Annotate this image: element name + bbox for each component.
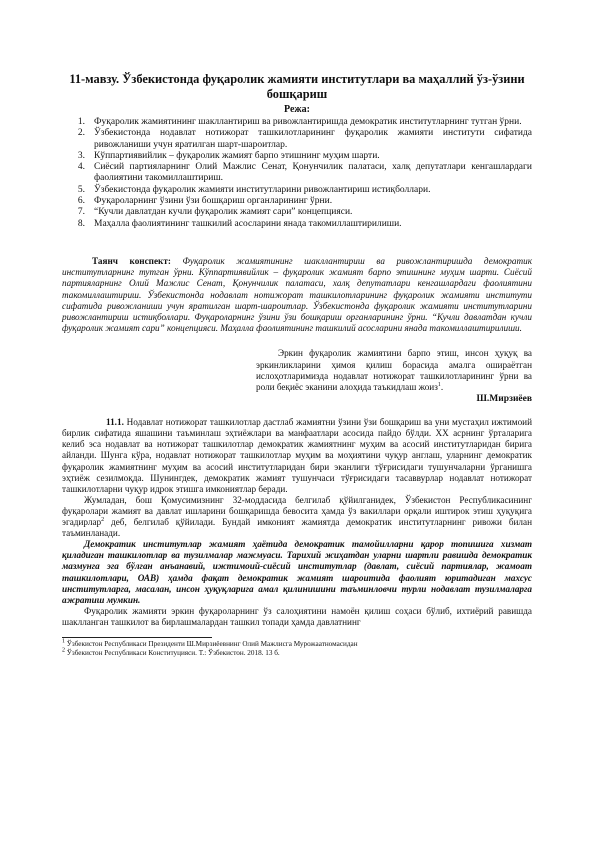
plan-item — [62, 128, 532, 151]
plan-item — [62, 117, 532, 128]
plan-item-number: 6. — [77, 196, 85, 207]
plan-item — [62, 162, 532, 185]
plan-item-text: Фуқароларнинг ўзини ўзи бошқариш органларининг ўрни. — [94, 196, 333, 207]
key-summary — [62, 256, 532, 334]
plan-item-number: 2. — [77, 128, 85, 139]
plan-heading: Режа: — [284, 104, 310, 115]
plan-item-number: 3. — [77, 150, 85, 161]
plan-item — [62, 207, 532, 218]
footnote-number: 1 — [62, 638, 65, 645]
key-summary-text: Фуқаролик жамиятининг шакллантириш ва ривожлантиришда демократик институтларнинг тутган ўрни. Кўппартиявийлик – фуқаролик жамият барпо этишнинг муҳим шарти. Сиёсий партияларнинг Олий Мажлис Сенат, Қонунчилик палатаси, халқ депутатлари кенгашлардаги фаолиятини такомиллаштириш. Ўзбекистонда нодавлат нотижорат ташкилотларининг фуқаролик жамияти институти сифатида ривожланиши учун яратилган шарт-шароитлар. Ўзбекистонда фуқаролик жамияти институтларини ривожлантириш истиқболлари. Фуқароларнинг ўзини ўзи бошқариш органларининг ўрни. “Кучли давлатдан кучли фуқаролик жамият сари” концепцияси. Маҳалла фаолиятининг ташкилий асосларини янада такомиллаштирилиши. — [62, 255, 532, 334]
body-paragraph — [62, 417, 532, 495]
paragraph-text: Жумладан, бош Қомусимизнинг 32-моддасида белгилаб қўйилганидек, Ўзбекистон Республикасининг фуқаролари жамият ва давлат ишларини бошқаришда бевосита ҳамда ўз вакиллари орқали иштирок этиш ҳуқуқига эгадирлар — [62, 494, 532, 528]
plan-item — [62, 151, 532, 162]
plan-item-number: 1. — [77, 117, 85, 127]
plan-item-text: Ўзбекистонда фуқаролик жамияти институтларини ривожлантириш истиқболлари. — [94, 184, 431, 195]
section-number: 11.1. — [106, 417, 124, 428]
page-title: 11-мавзу. Ўзбекистонда фуқаролик жамияти институтлари ва маҳаллий ўз-ўзини бошқариш — [69, 72, 525, 101]
epigraph-author: Ш.Мирзиёев — [476, 394, 532, 405]
plan-item-text: “Кучли давлатдан кучли фуқаролик жамият сари” концепцияси. — [94, 207, 353, 218]
footnote-ref: 2 — [101, 516, 105, 523]
paragraph-text: Нодавлат нотижорат ташкилотлар дастлаб жамиятни ўзини ўзи бошқариш ва уни мустаҳил ижтимоий бирлик сифатида яшашини таъминлаш эҳтиёжлари ва манфаатлари асосида пайдо бўлди. XX асрнинг ўрталарига келиб эса нодавлат ва нотижорат ташкилотлар демократик жамиятнинг муҳим ва асосий институтларидан бирига айланди. Шунга кўра, нодавлат нотижорат ташкилотлар муҳим ва моҳиятини чуқур англаш, уларнинг демократик фуқаролик жамиятнинг муҳим ва асосий институтларидан бири эканлиги тўғрисидаги тушунчаларни ўрганишга эҳтиёж сезилмоқда. Шунингдек, демократик жамият тушунчаси тўғрисидаги тасаввурлар нодавлат нотижорат ташкилотларни чуқур идрок этишга имкониятлар беради. — [62, 417, 532, 494]
plan-item — [62, 196, 532, 207]
body-paragraph: Фуқаролик жамияти эркин фуқароларнинг ўз салоҳиятини намоён қилиш соҳаси бўлиб, ихтиёрий равишда шаклланган ташкилот ва бирлашмалардан ташкил топади ҳамда давлатнинг — [62, 605, 532, 627]
footnote-text: Ўзбекистон Республикаси Конституцияси. Т.: Ўзбекистон. 2018. 13 б. — [66, 649, 280, 658]
body-paragraph — [62, 495, 532, 539]
plan-item-number: 7. — [77, 207, 85, 218]
footnote — [62, 649, 532, 659]
plan-item-text: Ўзбекистонда нодавлат нотижорат ташкилотларининг фуқаролик жамияти институти сифатида ривожланиши учун яратилган шарт-шароитлар. — [94, 128, 532, 150]
key-summary-label: Таянч конспект: — [92, 255, 171, 266]
plan-item-number: 4. — [77, 162, 85, 173]
plan-item-text: Фуқаролик жамиятининг шакллантириш ва ривожлантиришда демократик институтларнинг тутган ўрни. — [94, 117, 522, 127]
plan-list — [62, 117, 532, 230]
footnote-divider — [62, 637, 212, 638]
plan-item — [62, 219, 532, 230]
epigraph-text: Эркин фуқаролик жамиятини барпо этиш, инсон ҳуқуқ ва эркинликларини ҳимоя қилиш борасида амалга ошираётган ислоҳотларимизда нодавлат нотижорат ташкилотларининг ўрни ва роли беқиёс эканини алоҳида таъкидлаш жоиз — [256, 348, 532, 392]
footnote-number: 2 — [62, 648, 65, 655]
plan-item-text: Кўппартиявийлик – фуқаролик жамият барпо этишнинг муҳим шарти. — [94, 150, 380, 161]
footnote-text: Ўзбекистон Республикаси Президенти Ш.Мирзиёевнинг Олий Мажлисга Мурожаатномасидан — [66, 639, 358, 648]
epigraph — [256, 348, 532, 393]
plan-item-number: 8. — [77, 218, 85, 229]
plan-item — [62, 185, 532, 196]
footnote-ref: 1 — [437, 381, 441, 388]
paragraph-text: деб, белгилаб қўйилади. Бундай имконият жамиятда демократик институтларнинг ривожи билан таъминланади. — [62, 517, 532, 539]
plan-item-text: Сиёсий партияларнинг Олий Мажлис Сенат, Қонунчилик палатаси, халқ депутатлари кенгашлардаги фаолиятини такомиллаштириш. — [94, 162, 532, 184]
plan-item-text: Маҳалла фаолиятининг ташкилий асосларини янада такомиллаштирилиши. — [94, 218, 402, 229]
epigraph-tail: . — [440, 382, 444, 392]
plan-item-number: 5. — [77, 184, 85, 195]
body-paragraph-emphasis: Демократик институтлар жамият ҳаётида демократик тамойилларни қарор топишига хизмат қиладиган ташкилотлар ва тузилмалар мажмуаси. Тарихий жиҳатдан уларни шартли равишда демократик мазмунга эга бўлган анъанавий, ижтимоий-сиёсий институтлар (давлат, сиёсий партиялар, жамоат ташкилотлари, ОАВ) ҳамда фақат демократик жамият шароитида фаолият юритадиган махсус институтларга, масалан, инсон ҳуқуқларига амал қилинишини таъминловчи турли нодавлат тузилмаларга ажратиш мумкин. — [62, 539, 532, 605]
